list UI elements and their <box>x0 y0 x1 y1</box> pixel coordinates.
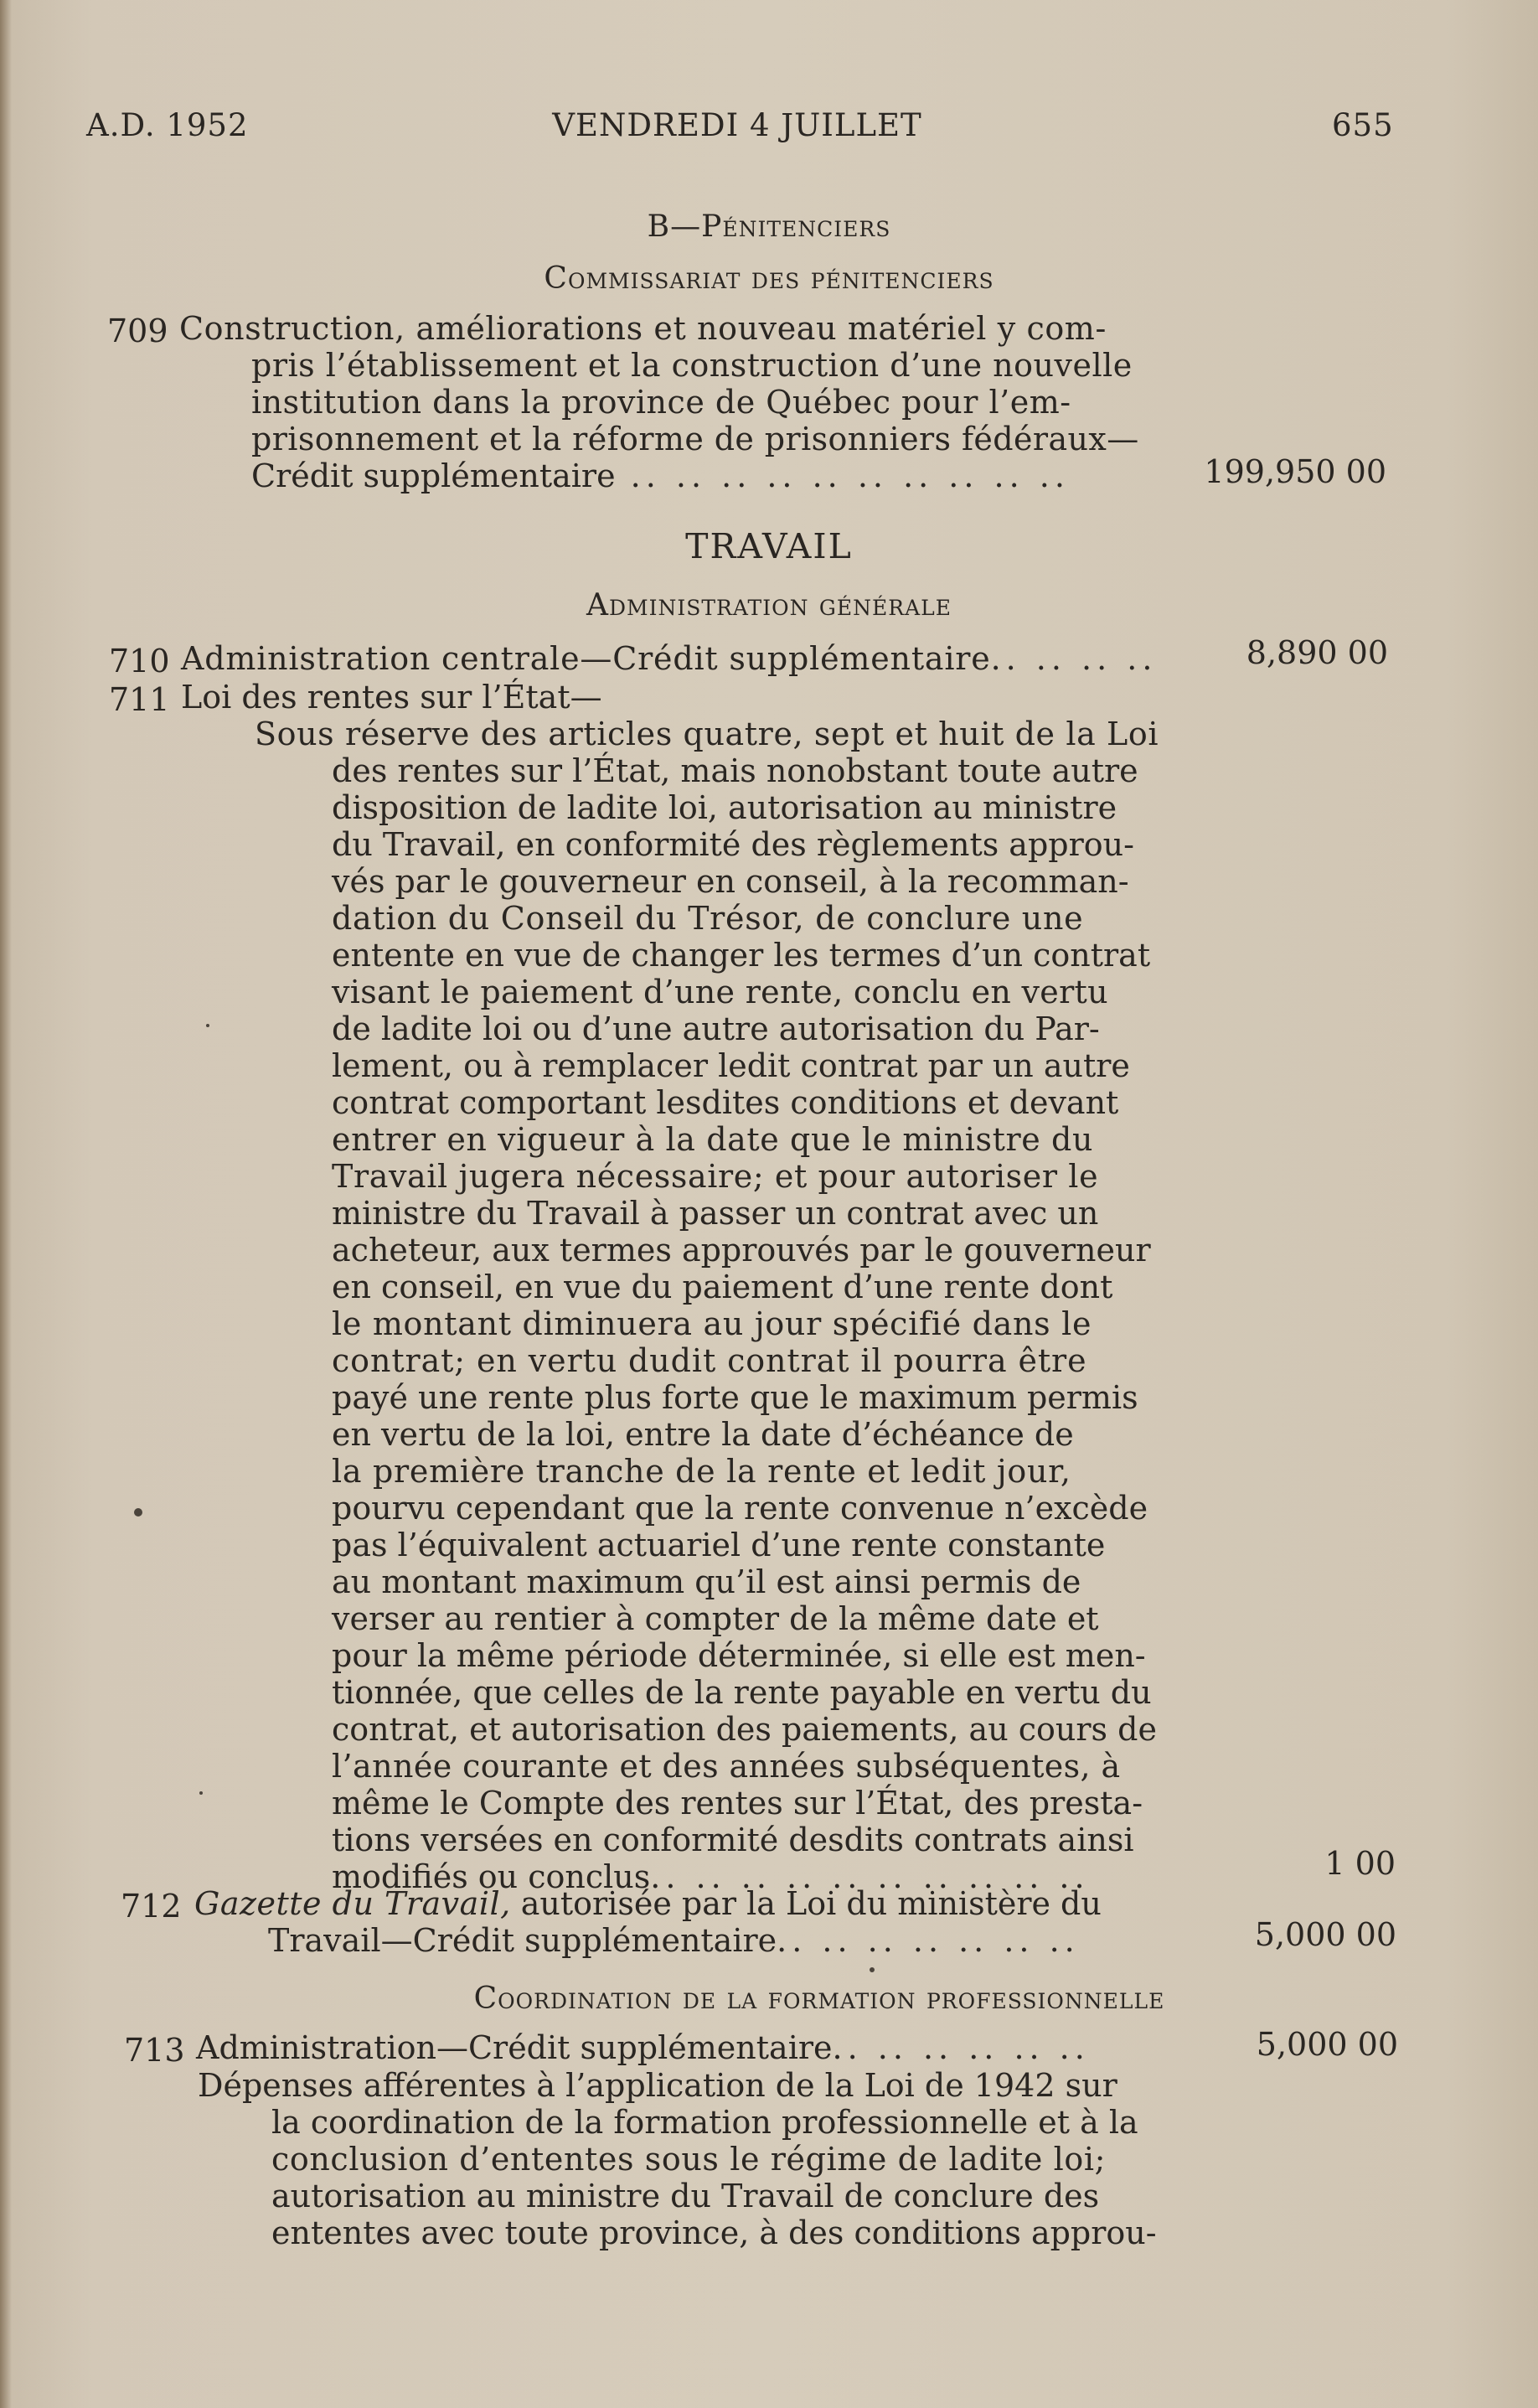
item-711-line: ministre du Travail à passer un contrat avec un <box>332 1195 1099 1232</box>
item-711-line: des rentes sur l’État, mais nonobstant toute autre <box>332 752 1138 789</box>
item-712-number: 712 <box>121 1888 182 1925</box>
item-711-line: en conseil, en vue du paiement d’une rente dont <box>332 1269 1113 1305</box>
item-713-text: Administration—Crédit supplémentaire <box>196 2029 833 2066</box>
item-709-text: Crédit supplémentaire <box>251 457 616 494</box>
item-711-line: vés par le gouverneur en conseil, à la recomman- <box>332 863 1129 900</box>
item-711-line: tionnée, que celles de la rente payable en vertu du <box>332 1674 1152 1711</box>
item-710-line <box>181 640 1158 677</box>
item-711-first-line: Sous réserve des articles quatre, sept et huit de la Loi <box>255 716 1159 752</box>
item-711-line: pas l’équivalent actuariel d’une rente constante <box>332 1527 1106 1563</box>
item-710-amount: 8,890 00 <box>1246 634 1388 671</box>
item-712-line <box>194 1885 1102 1922</box>
item-709-line: pris l’établissement et la construction d’une nouvelle <box>251 347 1133 384</box>
item-713-number: 713 <box>124 2032 185 2069</box>
item-713-line: la coordination de la formation professionnelle et à la <box>271 2104 1138 2141</box>
item-711-line: dation du Conseil du Trésor, de conclure une <box>332 900 1084 937</box>
paper-speck <box>870 1967 875 1972</box>
item-711-line: disposition de ladite loi, autorisation au ministre <box>332 789 1117 826</box>
item-711-line: contrat, et autorisation des paiements, au cours de <box>332 1711 1157 1748</box>
item-713-amount: 5,000 00 <box>1256 2026 1398 2063</box>
item-711-number: 711 <box>109 681 170 718</box>
item-711-line: entente en vue de changer les termes d’un contrat <box>332 937 1151 974</box>
item-711-line: pour la même période déterminée, si elle est men- <box>332 1637 1146 1674</box>
item-709-number: 709 <box>107 313 168 349</box>
header-date: VENDREDI 4 JUILLET <box>552 107 922 143</box>
item-713-line: ententes avec toute province, à des conditions approu- <box>271 2214 1157 2251</box>
item-711-line: verser au rentier à compter de la même date et <box>332 1600 1099 1637</box>
item-711-line: acheteur, aux termes approuvés par le gouverneur <box>332 1232 1151 1269</box>
section-travail-title: TRAVAIL <box>685 526 853 566</box>
item-712-title-rest: autorisée par la Loi du ministère du <box>510 1885 1102 1922</box>
item-713-first-line: Dépenses afférentes à l’application de la Loi de 1942 sur <box>198 2067 1117 2104</box>
item-711-line: du Travail, en conformité des règlements approu- <box>332 826 1134 863</box>
item-711-line: au montant maximum qu’il est ainsi permis de <box>332 1563 1081 1600</box>
paper-speck <box>206 1024 209 1027</box>
paper-speck <box>134 1508 142 1517</box>
item-711-line: de ladite loi ou d’une autre autorisation du Par- <box>332 1010 1100 1047</box>
item-713-line <box>196 2029 1090 2066</box>
item-711-line: la première tranche de la rente et ledit jour, <box>332 1453 1071 1490</box>
header-year: A.D. 1952 <box>86 107 249 143</box>
item-711-line: pourvu cependant que la rente convenue n’excède <box>332 1490 1148 1527</box>
page-edge-shadow <box>0 0 12 2408</box>
item-711-line: contrat comportant lesdites conditions et devant <box>332 1084 1119 1121</box>
item-709-last-line <box>251 457 1070 494</box>
item-711-line: contrat; en vertu dudit contrat il pourra être <box>332 1342 1087 1379</box>
item-709-line: institution dans la province de Québec pour l’em- <box>251 384 1071 421</box>
item-712-line2 <box>268 1922 1080 1959</box>
section-b-title: B—Pénitenciers <box>647 209 891 244</box>
leader-dots: .. .. .. .. <box>990 640 1158 677</box>
header-page-number: 655 <box>1332 107 1394 143</box>
item-713-line: autorisation au ministre du Travail de conclure des <box>271 2178 1100 2214</box>
section-coordination-subtitle: Coordination de la formation professionnelle <box>473 1982 1165 2016</box>
item-709-amount: 199,950 00 <box>1204 453 1386 490</box>
leader-dots: .. .. .. .. .. .. .. <box>777 1922 1080 1959</box>
item-711-line: entrer en vigueur à la date que le ministre du <box>332 1121 1094 1158</box>
section-b-subtitle: Commissariat des pénitenciers <box>544 261 994 296</box>
item-710-number: 710 <box>109 643 170 680</box>
item-711-last-text: modifiés ou conclus <box>332 1858 651 1895</box>
paper-speck <box>199 1791 203 1795</box>
item-711-line: le montant diminuera au jour spécifié dans le <box>332 1305 1092 1342</box>
item-713-line: conclusion d’ententes sous le régime de ladite loi; <box>271 2141 1107 2178</box>
leader-dots: .. .. .. .. .. .. .. .. .. .. <box>615 457 1070 494</box>
item-711-line: payé une rente plus forte que le maximum permis <box>332 1379 1138 1416</box>
item-711-title: Loi des rentes sur l’État— <box>181 679 602 716</box>
item-712-text: Travail—Crédit supplémentaire <box>268 1922 777 1959</box>
item-712-amount: 5,000 00 <box>1254 1916 1396 1953</box>
leader-dots: .. .. .. .. .. .. <box>832 2029 1090 2066</box>
item-711-line: lement, ou à remplacer ledit contrat par un autre <box>332 1047 1130 1084</box>
item-709-line: prisonnement et la réforme de prisonniers fédéraux— <box>251 421 1139 457</box>
item-711-line: même le Compte des rentes sur l’État, des presta- <box>332 1785 1143 1822</box>
leader-dots: .. .. .. .. .. .. .. .. .. .. <box>650 1858 1090 1895</box>
item-711-line: en vertu de la loi, entre la date d’échéance de <box>332 1416 1074 1453</box>
item-711-line: l’année courante et des années subséquentes, à <box>332 1748 1121 1785</box>
item-709-line: Construction, améliorations et nouveau matériel y com- <box>179 310 1107 347</box>
item-710-text: Administration centrale—Crédit supplémentaire <box>181 640 991 677</box>
item-711-line: visant le paiement d’une rente, conclu en vertu <box>332 974 1108 1010</box>
item-711-amount: 1 00 <box>1324 1845 1396 1882</box>
item-711-line: Travail jugera nécessaire; et pour autoriser le <box>332 1158 1099 1195</box>
section-travail-subtitle: Administration générale <box>586 588 952 623</box>
item-711-line: tions versées en conformité desdits contrats ainsi <box>332 1822 1134 1858</box>
item-712-title-italic: Gazette du Travail, <box>194 1885 511 1922</box>
